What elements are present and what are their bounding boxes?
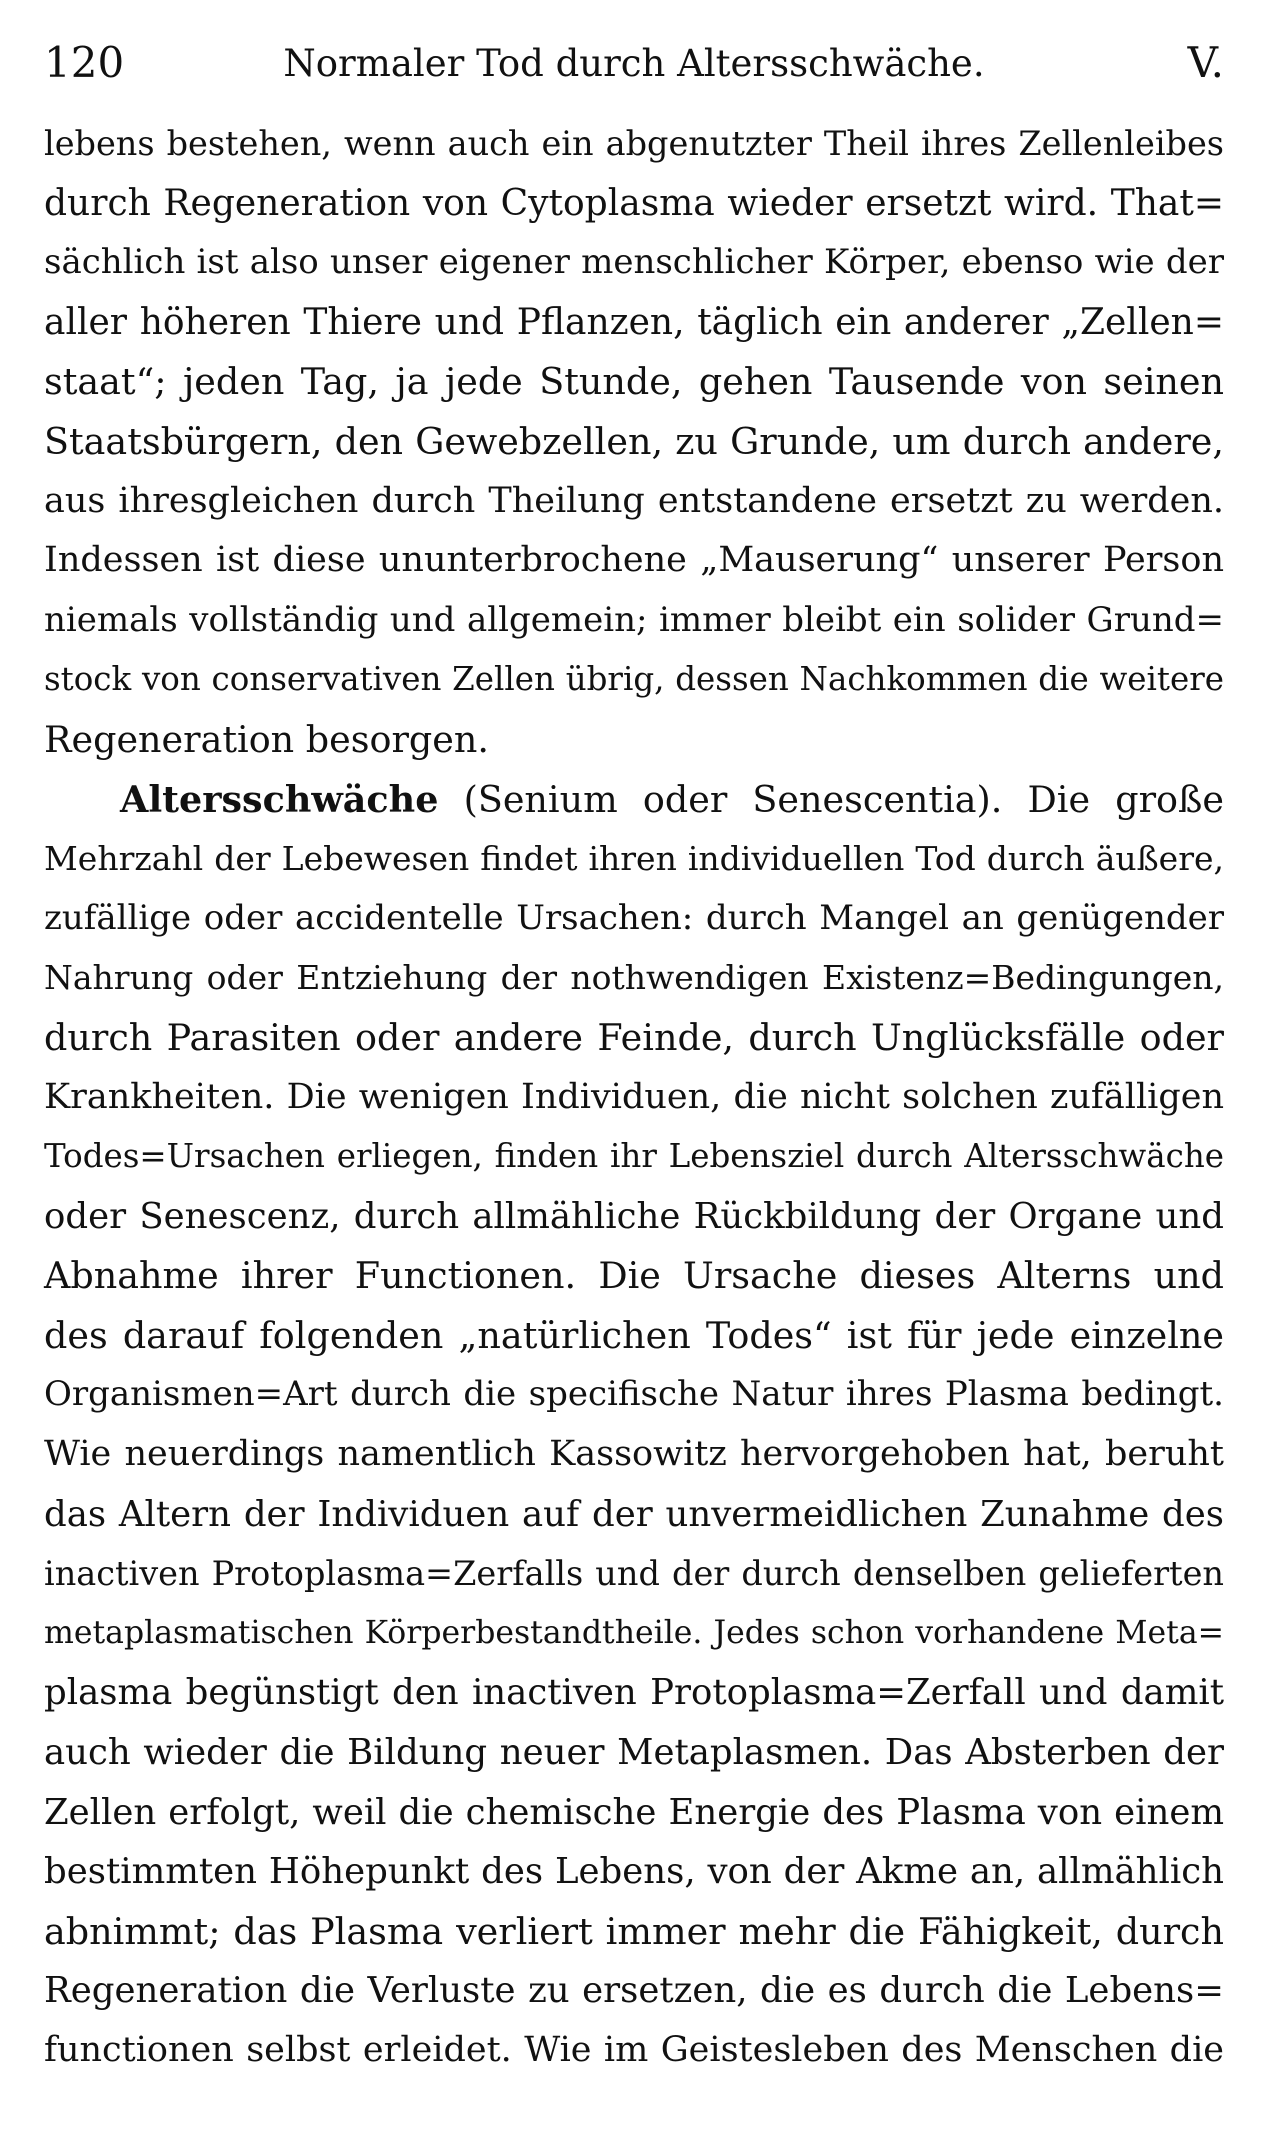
text-line: plasma begünstigt den inactiven Protoplasma=Zerfall und damit (44, 1672, 1224, 1714)
text-line: aus ihresgleichen durch Theilung entstandene ersetzt zu werden. (44, 480, 1224, 521)
text-line: Indessen ist diese ununterbrochene „Mauserung“ unserer Person (44, 540, 1224, 581)
text-line: Regeneration die Verluste zu ersetzen, die es durch die Lebens= (44, 1970, 1224, 2012)
text-line: aller höheren Thiere und Pflanzen, täglich ein anderer „Zellen= (44, 301, 1224, 343)
text-line: abnimmt; das Plasma verliert immer mehr die Fähigkeit, durch (44, 1909, 1224, 1953)
text-line: bestimmten Höhepunkt des Lebens, von der Akme an, allmählich (44, 1851, 1224, 1893)
text-line: Staatsbürgern, den Gewebzellen, zu Grunde, um durch andere, (44, 419, 1224, 463)
heading-line-text: (Senium oder Senescentia). Die große (438, 777, 1224, 821)
text-line: Abnahme ihrer Functionen. Die Ursache dieses Alterns und (44, 1254, 1224, 1298)
text-line: auch wieder die Bildung neuer Metaplasmen. Das Absterben der (44, 1732, 1224, 1774)
body-text (44, 114, 1224, 2081)
section-heading: Altersschwäche (120, 777, 439, 821)
text-line: metaplasmatischen Körperbestandtheile. Jedes schon vorhandene Meta= (44, 1614, 1224, 1651)
text-line: sächlich ist also unser eigener menschlicher Körper, ebenso wie der (44, 242, 1224, 283)
paragraph-first-line (44, 770, 1224, 830)
text-line: Krankheiten. Die wenigen Individuen, die nicht solchen zufälligen (44, 1076, 1224, 1117)
text-line: Wie neuerdings namentlich Kassowitz hervorgehoben hat, beruht (44, 1434, 1224, 1475)
running-title: Normaler Tod durch Altersschwäche. (283, 42, 985, 85)
paragraph-continued (44, 114, 1224, 770)
text-line: oder Senescenz, durch allmähliche Rückbildung der Organe und (44, 1195, 1224, 1237)
text-line: Zellen erfolgt, weil die chemische Energie des Plasma von einem (44, 1791, 1224, 1833)
paragraph-altersschwaeche (44, 770, 1224, 2081)
text-line: Mehrzahl der Lebewesen findet ihren individuellen Tod durch äußere, (44, 839, 1224, 879)
text-line: inactiven Protoplasma=Zerfalls und der durch denselben gelieferten (44, 1554, 1224, 1594)
text-line: lebens bestehen, wenn auch ein abgenutzter Theil ihres Zellenleibes (44, 124, 1224, 163)
text-line: Nahrung oder Entziehung der nothwendigen Existenz=Bedingungen, (44, 958, 1224, 998)
text-line: des darauf folgenden „natürlichen Todes“ ist für jede einzelne (44, 1313, 1224, 1357)
text-line: durch Parasiten oder andere Feinde, durch Unglücksfälle oder (44, 1015, 1224, 1059)
text-line: Regeneration besorgen. (44, 717, 489, 761)
text-line: Todes=Ursachen erliegen, finden ihr Lebensziel durch Altersschwäche (44, 1137, 1224, 1176)
page-number: 120 (44, 38, 125, 87)
text-line: zufällige oder accidentelle Ursachen: durch Mangel an genügender (44, 897, 1224, 938)
text-line: niemals vollständig und allgemein; immer bleibt ein solider Grund= (44, 599, 1224, 640)
text-line: Organismen=Art durch die specifische Natur ihres Plasma bedingt. (44, 1374, 1224, 1415)
chapter-number: V. (1187, 38, 1224, 87)
text-line: functionen selbst erleidet. Wie im Geistesleben des Menschen die (44, 2030, 1224, 2070)
text-line: durch Regeneration von Cytoplasma wieder ersetzt wird. That= (44, 182, 1224, 224)
page-header (44, 38, 1224, 94)
text-line: stock von conservativen Zellen übrig, dessen Nachkommen die weitere (44, 660, 1224, 699)
text-line: das Altern der Individuen auf der unvermeidlichen Zunahme des (44, 1493, 1224, 1535)
text-line: staat“; jeden Tag, ja jede Stunde, gehen Tausende von seinen (44, 360, 1224, 404)
